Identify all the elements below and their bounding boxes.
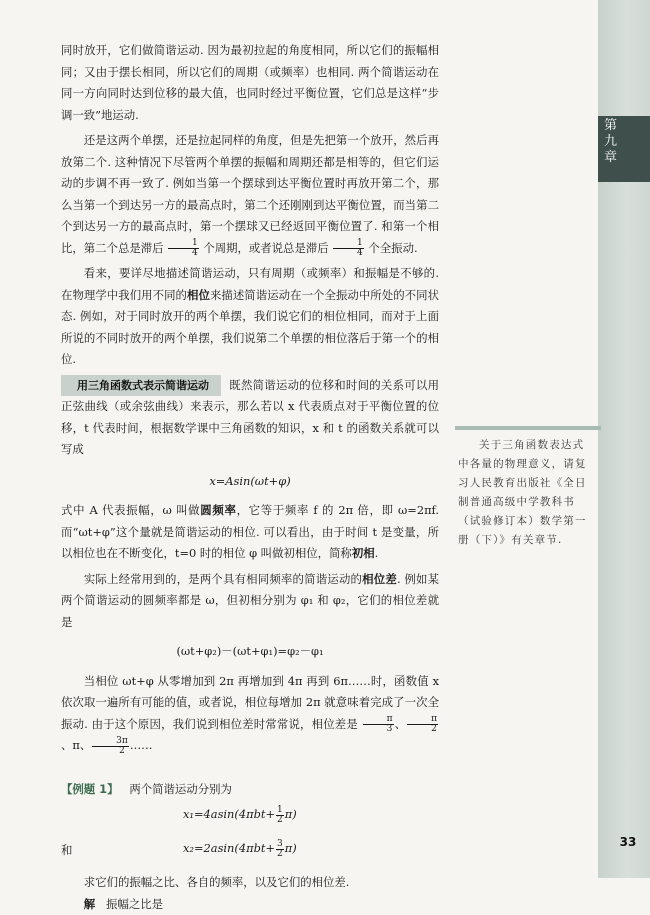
fraction-3pi-over-2: $\frac{3\pi}{2}$ xyxy=(92,737,128,756)
text-run: 还是这两个单摆，还是拉起同样的角度，但是先把第一个放开，然后再放第二个. 这种情况下尽管两个单摆的振幅和周期还都是相等的，但它们运动的步调不再一致了. 例如当第一个摆球到达平衡位置时再放开第二个，那么当第一个到达另一方的最高点时，第二个还刚刚到达平衡位置，而当第二个到达另一方的最高点时，第一个摆球又已经返回平衡位置了. 和第一个相比，第二个总是滞后 xyxy=(61,133,439,255)
chapter-tab-char: 九 xyxy=(604,134,650,150)
solve-label: 解 xyxy=(84,897,95,911)
fraction-quarter: $\frac{1}{4}$ xyxy=(168,239,199,258)
text-run: 实际上经常用到的，是两个具有相同频率的简谐运动的 xyxy=(84,572,362,586)
question: 求它们的振幅之比、各自的频率，以及它们的相位差. xyxy=(61,872,439,894)
text-run: 既然简谐运动的位移和时间的关系可以用正弦曲线（或余弦曲线）来表示，那么若以 x 代表质点对于平衡位置的位移，t 代表时间，根据数学课中三角函数的知识，x 和 t 的函数关系就可以写成 xyxy=(61,378,439,457)
paragraph xyxy=(61,569,439,634)
paragraph xyxy=(61,500,439,565)
solution xyxy=(61,894,439,915)
main-text xyxy=(61,40,439,915)
example-label: 【例题 1】 xyxy=(61,782,118,796)
term-phase-difference: 相位差 xyxy=(362,572,397,586)
chapter-tab-char: 章 xyxy=(604,150,650,166)
term-angular-frequency: 圆频率 xyxy=(200,503,236,517)
text-run: . 例如某两个简谐运动的圆频率都是 ω，但初相分别为 φ₁ 和 φ₂，它们的相位差就是 xyxy=(61,572,439,629)
side-note: 关于三角函数表达式中各量的物理意义，请复习人民教育出版社《全日制普通高级中学教科书（试验修订本）数学第一册（下）》有关章节. xyxy=(458,436,592,550)
fraction-half: $\frac{1}{2}$ xyxy=(276,806,284,825)
fraction-pi-over-2: $\frac{\pi}{2}$ xyxy=(407,715,438,734)
and-label: 和 xyxy=(61,840,72,862)
chapter-tab xyxy=(598,116,650,182)
section-heading: 用三角函数式表示简谐运动 xyxy=(61,375,221,397)
page-number: 33 xyxy=(610,835,646,849)
side-note-rule xyxy=(455,426,601,430)
text-run: 个全振动. xyxy=(368,241,417,255)
text-run: ，它等于频率 f 的 2π 倍，即 ω=2πf. 而“ωt+φ”这个量就是简谐运动的相位. 可以看出，由于时间 t 是变量，所以相位也在不断变化，t=0 时的相位 φ 叫做初相位，简称 xyxy=(61,503,439,560)
text-run: 式中 A 代表振幅，ω 叫做 xyxy=(61,503,200,517)
example-heading xyxy=(61,779,439,801)
text-run: 当相位 ωt+φ 从零增加到 2π 再增加到 4π 再到 6π……时，函数值 x 依次取一遍所有可能的值，或者说，相位每增加 2π 就意味着完成了一次全振动. 由于这个原因，我们说到相位差时常常说，相位差是 xyxy=(61,674,439,731)
formula-phase-difference: (ωt+φ₂)－(ωt+φ₁)=φ₂－φ₁ xyxy=(61,641,439,663)
formula-main: x=Asin(ωt+φ) xyxy=(61,471,439,493)
fraction-quarter: $\frac{1}{4}$ xyxy=(333,239,364,258)
fraction-pi-over-3: $\frac{\pi}{3}$ xyxy=(363,715,394,734)
text-run: 两个简谐运动分别为 xyxy=(129,782,232,796)
paragraph: 当相位 ωt+φ 从零增加到 2π 再增加到 4π 再到 6π……时，函数值 x 依次取一遍所有可能的值，或者说，相位每增加 2π 就意味着完成了一次全振动. 由于这个原因，我们说到相位差时常常说，相位差是 $\frac{\pi}{3}$ 、 $\frac{\pi}{2}$ 、π、 $\frac{3\pi}{2}$ …… xyxy=(61,671,439,757)
text-run: 个周期，或者说总是滞后 xyxy=(203,241,328,255)
term-phase: 相位 xyxy=(187,288,210,302)
chapter-tab-char: 第 xyxy=(604,118,650,134)
paragraph xyxy=(61,263,439,371)
equation-x2: 和 x₂=2asin(4πbt+ $\frac{3}{2}$ π) xyxy=(61,834,439,868)
paragraph: 同时放开，它们做简谐运动. 因为最初拉起的角度相同，所以它们的振幅相同；又由于摆长相同，所以它们的周期（或频率）也相同. 两个简谐运动在同一方向同时达到位移的最大值，也同时经过平衡位置，它们总是这样“步调一致”地运动. xyxy=(61,40,439,126)
text-run: 看来，要详尽地描述简谐运动，只有周期（或频率）和振幅是不够的. 在物理学中我们用不同的 xyxy=(61,266,439,302)
term-initial-phase: 初相 xyxy=(352,546,375,560)
paragraph xyxy=(61,375,439,461)
text-run: 来描述简谐运动在一个全振动中所处的不同状态. 例如，对于同时放开的两个单摆，我们说它们的相位相同，而对于上面所说的不同时放开的两个单摆，我们说第二个单摆的相位落后于第一个的相位. xyxy=(61,288,439,367)
paragraph xyxy=(61,130,439,259)
equation-x1: x₁=4asin(4πbt+ $\frac{1}{2}$ π) xyxy=(61,800,439,834)
fraction-three-half: $\frac{3}{2}$ xyxy=(276,840,284,859)
text-run: . xyxy=(375,546,379,560)
text-run: 振幅之比是 xyxy=(106,897,163,911)
